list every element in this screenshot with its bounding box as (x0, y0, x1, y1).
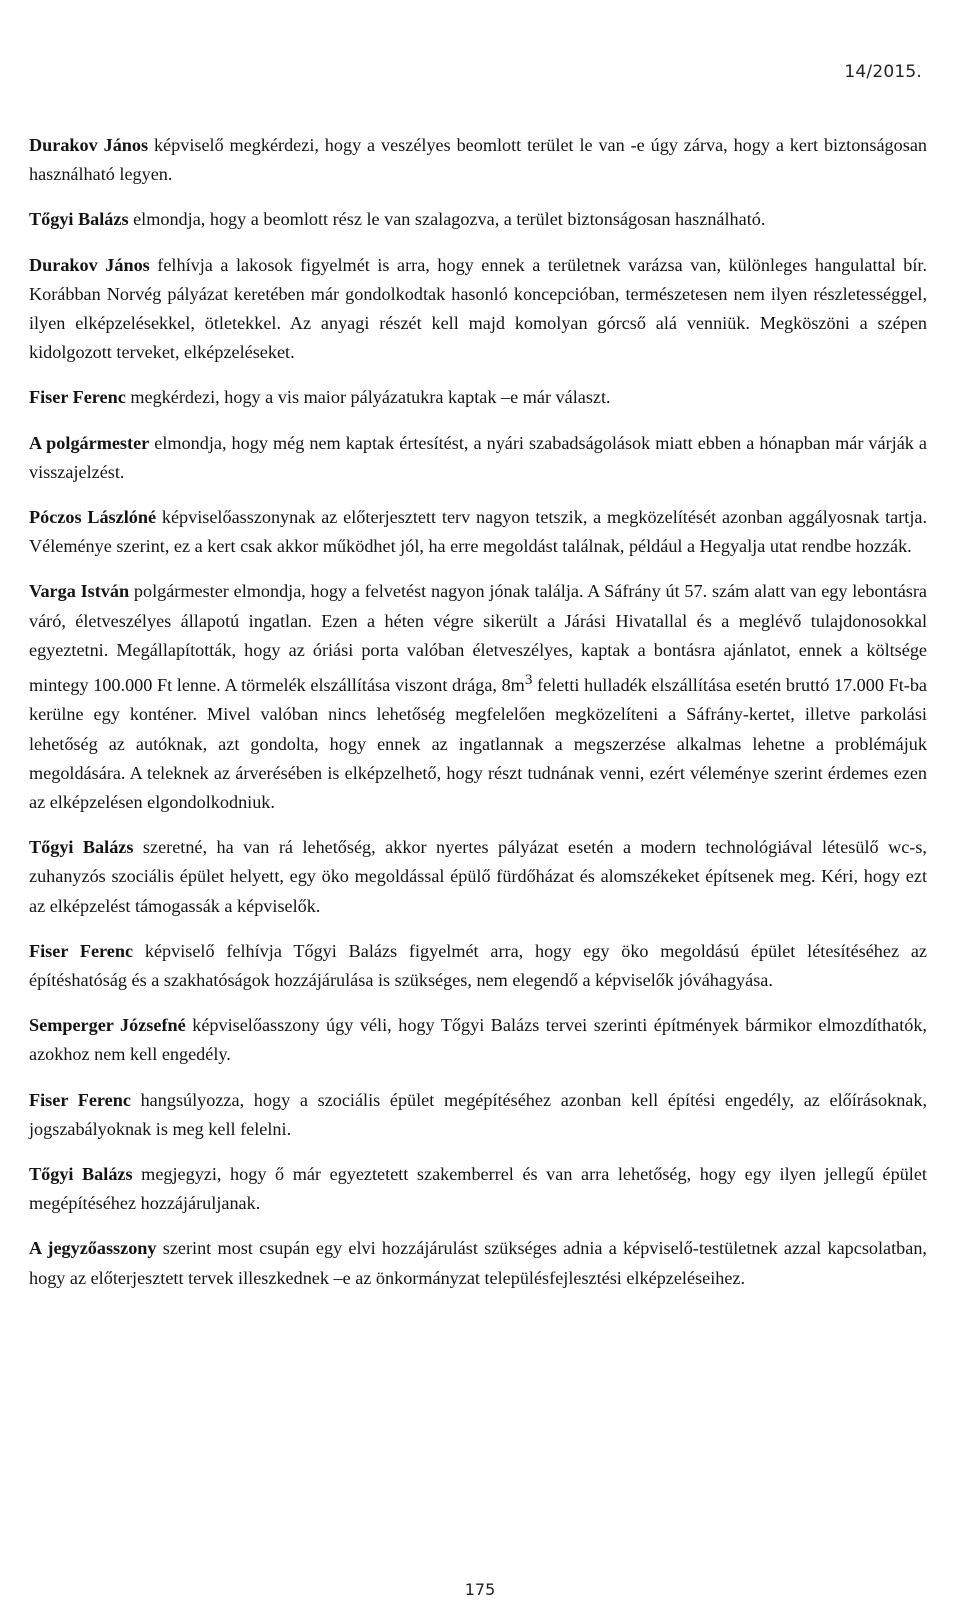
speaker-name: A jegyzőasszony (29, 1238, 157, 1259)
paragraph-6 (29, 503, 927, 561)
paragraph-text-continued: feletti hulladék elszállítása esetén bruttó 17.000 Ft-ba kerülne egy konténer. Mivel valóban nincs lehetőség megfelelően megközelíteni a Sáfrány-kertet, illetve parkolási lehetőség az autóknak, azt gondolta, hogy ennek az ingatlannak a megszerzése alkalmas lehetne a problémájuk megoldására. A teleknek az árverésében is elképzelhető, hogy részt tudnának venni, ezért véleménye szerint érdemes ezen az elképzelésen elgondolkodniuk. (29, 675, 927, 812)
paragraph-text: hangsúlyozza, hogy a szociális épület megépítéséhez azonban kell építési engedély, az előírásoknak, jogszabályoknak is meg kell felelni. (29, 1089, 928, 1139)
paragraph-1 (29, 131, 927, 189)
paragraph-text: elmondja, hogy még nem kaptak értesítést, a nyári szabadságolások miatt ebben a hónapban már várják a visszajelzést. (29, 432, 927, 482)
speaker-name: Varga István (29, 581, 130, 602)
paragraph-text: elmondja, hogy a beomlott rész le van szalagozva, a terület biztonságosan használható. (128, 209, 766, 230)
speaker-name: Tőgyi Balázs (29, 837, 134, 858)
speaker-name: Semperger Józsefné (29, 1015, 186, 1036)
paragraph-text: szeretné, ha van rá lehetőség, akkor nyertes pályázat esetén a modern technológiával létesülő wc-s, zuhanyzós szociális épület helyett, egy öko megoldással épülő fürdőházat és alomszékeket építsenek meg. Kéri, hogy ezt az elképzelést támogassák a képviselők. (29, 837, 927, 916)
paragraph-4 (29, 383, 927, 412)
paragraph-7 (29, 577, 927, 817)
paragraph-text: szerint most csupán egy elvi hozzájárulást szükséges adnia a képviselő-testületnek azzal kapcsolatban, hogy az előterjesztett tervek illeszkednek –e az önkormányzat településfejlesztési elképzeléseihez. (29, 1238, 927, 1288)
paragraph-text: polgármester elmondja, hogy a felvetést nagyon jónak találja. A Sáfrány út 57. szám alatt van egy lebontásra váró, életveszélyes állapotú ingatlan. Ezen a héten végre sikerült a Járási Hivatallal és a meglévő tulajdonosokkal egyeztetni. Megállapították, hogy az óriási porta valóban életveszélyes, kaptak a bontásra ajánlatot, ennek a költsége mintegy 100.000 Ft lenne. A törmelék elszállítása viszont drága, 8m (29, 581, 927, 696)
paragraph-3 (29, 251, 927, 368)
speaker-name: Fiser Ferenc (29, 387, 126, 408)
paragraph-text: megjegyzi, hogy ő már egyeztetett szakemberrel és van arra lehetőség, hogy egy ilyen jellegű épület megépítéséhez hozzájáruljanak. (29, 1163, 927, 1214)
speaker-name: Póczos Lászlóné (29, 507, 157, 528)
paragraph-text: felhívja a lakosok figyelmét is arra, hogy ennek a területnek varázsa van, különleges hangulattal bír. Korábban Norvég pályázat keretében már gondolkodtak hasonló koncepcióban, természetesen nem ilyen részletességgel, ilyen elképzelésekkel, ötletekkel. Az anyagi részét kell majd komolyan górcső alá venniük. Megköszöni a szépen kidolgozott terveket, elképzeléseket. (29, 254, 928, 363)
page-reference: 14/2015. (844, 62, 922, 82)
paragraph-text: képviselő megkérdezi, hogy a veszélyes beomlott terület le van -e úgy zárva, hogy a kert biztonságosan használható legyen. (29, 135, 927, 185)
paragraph-12 (29, 1160, 927, 1218)
speaker-name: Fiser Ferenc (29, 1089, 131, 1110)
speaker-name: Tőgyi Balázs (29, 209, 129, 230)
paragraph-13 (29, 1234, 927, 1292)
speaker-name: Durakov János (29, 135, 149, 155)
paragraph-text: képviselő felhívja Tőgyi Balázs figyelmét arra, hogy egy öko megoldású épület létesítéséhez az építéshatóság és a szakhatóságok hozzájárulása is szükséges, nem elegendő a képviselők jóváhagyása. (29, 940, 927, 990)
paragraph-8 (29, 833, 927, 921)
paragraph-5 (29, 429, 927, 487)
paragraph-text: képviselőasszonynak az előterjesztett terv nagyon tetszik, a megközelítését azonban aggályosnak tartja. Véleménye szerint, ez a kert csak akkor működhet jól, ha erre megoldást találnak, például a Hegyalja utat rendbe hozzák. (29, 507, 927, 557)
paragraph-text: képviselőasszony úgy véli, hogy Tőgyi Balázs tervei szerinti építmények bármikor elmozdíthatók, azokhoz nem kell engedély. (29, 1015, 927, 1065)
paragraph-text: megkérdezi, hogy a vis maior pályázatukra kaptak –e már választ. (125, 387, 611, 408)
superscript-exponent: 3 (524, 671, 533, 689)
paragraph-10 (29, 1011, 927, 1069)
paragraph-2 (29, 205, 927, 234)
speaker-name: Tőgyi Balázs (29, 1163, 133, 1184)
speaker-name: Fiser Ferenc (29, 940, 134, 961)
speaker-name: Durakov János (29, 254, 150, 275)
speaker-name: A polgármester (29, 432, 150, 453)
document-body (29, 131, 927, 1309)
page-number: 175 (464, 1580, 496, 1599)
paragraph-9 (29, 937, 927, 995)
paragraph-11 (29, 1086, 927, 1144)
